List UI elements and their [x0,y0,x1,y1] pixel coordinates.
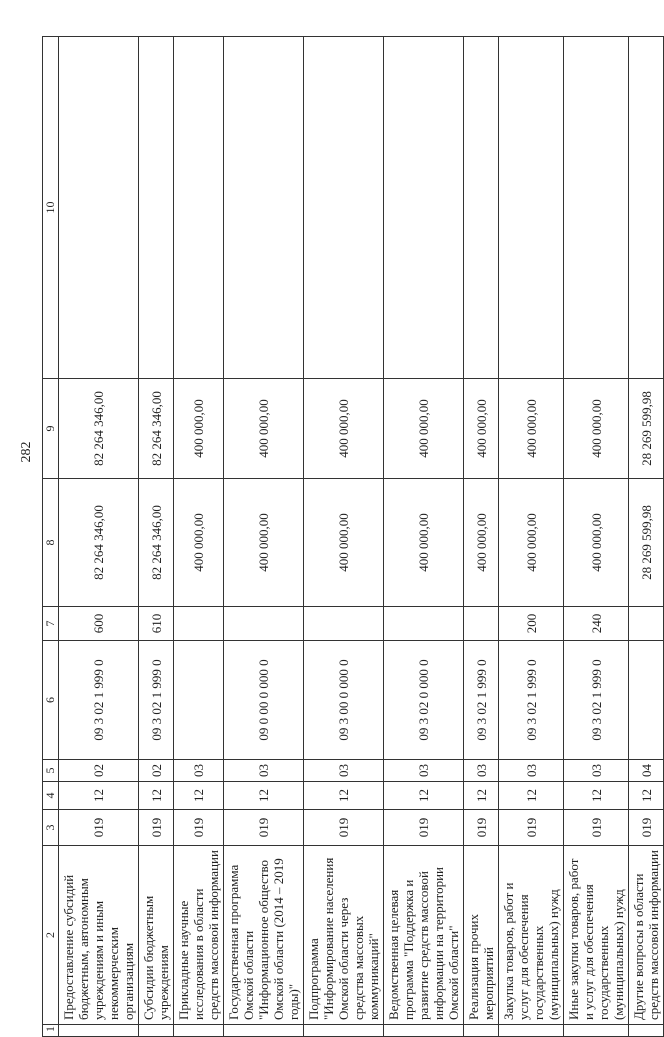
row-index-cell [629,1025,664,1037]
column-header-2: 2 [43,846,59,1025]
amount-col-8: 400 000,00 [384,479,464,607]
amount-col-10 [304,37,384,379]
table-row [629,37,664,1037]
table-header [43,37,59,1037]
subsection-code: 04 [629,760,664,782]
section-code: 12 [564,782,629,810]
column-header-4: 4 [43,782,59,810]
target-article: 09 3 02 1 999 0 [59,641,139,760]
section-code: 12 [139,782,174,810]
subsection-code: 03 [464,760,499,782]
admin-code: 019 [464,810,499,846]
column-header-9: 9 [43,379,59,479]
row-name: Прикладные научные исследования в области средств массовой информации [174,846,224,1025]
column-header-5: 5 [43,760,59,782]
expense-type [384,607,464,641]
section-code: 12 [59,782,139,810]
expense-type [629,607,664,641]
amount-col-9: 400 000,00 [224,379,304,479]
expense-type: 610 [139,607,174,641]
amount-col-8: 82 264 346,00 [59,479,139,607]
section-code: 12 [174,782,224,810]
amount-col-8: 28 269 599,98 [629,479,664,607]
amount-col-8: 82 264 346,00 [139,479,174,607]
expense-type: 200 [499,607,564,641]
section-code: 12 [464,782,499,810]
table-row [499,37,564,1037]
budget-table [42,36,664,1037]
row-index-cell [224,1025,304,1037]
column-header-7: 7 [43,607,59,641]
subsection-code: 03 [224,760,304,782]
subsection-code: 03 [564,760,629,782]
row-index-cell [59,1025,139,1037]
amount-col-10 [224,37,304,379]
subsection-code: 02 [59,760,139,782]
table-body [59,37,664,1037]
admin-code: 019 [224,810,304,846]
row-index-cell [499,1025,564,1037]
row-index-cell [464,1025,499,1037]
expense-type [174,607,224,641]
target-article [174,641,224,760]
amount-col-8: 400 000,00 [174,479,224,607]
expense-type: 600 [59,607,139,641]
budget-table-container [42,37,661,1037]
subsection-code: 02 [139,760,174,782]
subsection-code: 03 [384,760,464,782]
table-row [564,37,629,1037]
admin-code: 019 [499,810,564,846]
expense-type [224,607,304,641]
amount-col-8: 400 000,00 [304,479,384,607]
amount-col-8: 400 000,00 [499,479,564,607]
amount-col-9: 400 000,00 [304,379,384,479]
row-name: Государственная программа Омской области "Информационное общество Омской области (2014 – 2019 годы)" [224,846,304,1025]
row-index-cell [139,1025,174,1037]
target-article: 09 3 02 1 999 0 [499,641,564,760]
subsection-code: 03 [174,760,224,782]
amount-col-9: 400 000,00 [384,379,464,479]
section-code: 12 [304,782,384,810]
amount-col-10 [174,37,224,379]
section-code: 12 [629,782,664,810]
amount-col-8: 400 000,00 [564,479,629,607]
section-code: 12 [224,782,304,810]
table-row [304,37,384,1037]
expense-type [304,607,384,641]
row-index-cell [304,1025,384,1037]
row-name: Иные закупки товаров, работ и услуг для обеспечения государственных (муниципальных) нужд [564,846,629,1025]
target-article: 09 3 02 1 999 0 [464,641,499,760]
row-index-cell [384,1025,464,1037]
subsection-code: 03 [304,760,384,782]
amount-col-9: 400 000,00 [174,379,224,479]
column-header-6: 6 [43,641,59,760]
column-header-3: 3 [43,810,59,846]
row-name: Закупка товаров, работ и услуг для обеспечения государственных (муниципальных) нужд [499,846,564,1025]
target-article [629,641,664,760]
amount-col-10 [384,37,464,379]
section-code: 12 [384,782,464,810]
amount-col-9: 28 269 599,98 [629,379,664,479]
page-number: 282 [19,441,34,463]
table-row [464,37,499,1037]
row-name: Ведомственная целевая программа "Поддержка и развитие средств массовой информации на территории Омской области" [384,846,464,1025]
row-name: Другие вопросы в области средств массовой информации [629,846,664,1025]
admin-code: 019 [304,810,384,846]
table-row [384,37,464,1037]
admin-code: 019 [139,810,174,846]
amount-col-10 [139,37,174,379]
admin-code: 019 [629,810,664,846]
table-row [174,37,224,1037]
row-index-cell [564,1025,629,1037]
expense-type [464,607,499,641]
expense-type: 240 [564,607,629,641]
target-article: 09 0 00 0 000 0 [224,641,304,760]
amount-col-10 [564,37,629,379]
amount-col-9: 82 264 346,00 [59,379,139,479]
section-code: 12 [499,782,564,810]
target-article: 09 3 02 0 000 0 [384,641,464,760]
admin-code: 019 [384,810,464,846]
admin-code: 019 [59,810,139,846]
amount-col-10 [629,37,664,379]
amount-col-9: 82 264 346,00 [139,379,174,479]
amount-col-9: 400 000,00 [464,379,499,479]
column-header-10: 10 [43,37,59,379]
row-name: Предоставление субсидий бюджетным, автономным учреждениям и иным некоммерческим организациям [59,846,139,1025]
header-row [43,37,59,1037]
admin-code: 019 [174,810,224,846]
amount-col-10 [59,37,139,379]
row-name: Подпрограмма "Информирование населения Омской области через средства массовых коммуникаций" [304,846,384,1025]
amount-col-9: 400 000,00 [499,379,564,479]
subsection-code: 03 [499,760,564,782]
table-row [59,37,139,1037]
table-row [139,37,174,1037]
row-name: Реализация прочих мероприятий [464,846,499,1025]
target-article: 09 3 02 1 999 0 [564,641,629,760]
admin-code: 019 [564,810,629,846]
table-row [224,37,304,1037]
amount-col-10 [464,37,499,379]
amount-col-8: 400 000,00 [224,479,304,607]
column-header-1: 1 [43,1025,59,1037]
amount-col-9: 400 000,00 [564,379,629,479]
column-header-8: 8 [43,479,59,607]
amount-col-10 [499,37,564,379]
target-article: 09 3 02 1 999 0 [139,641,174,760]
target-article: 09 3 00 0 000 0 [304,641,384,760]
row-name: Субсидии бюджетным учреждениям [139,846,174,1025]
row-index-cell [174,1025,224,1037]
amount-col-8: 400 000,00 [464,479,499,607]
